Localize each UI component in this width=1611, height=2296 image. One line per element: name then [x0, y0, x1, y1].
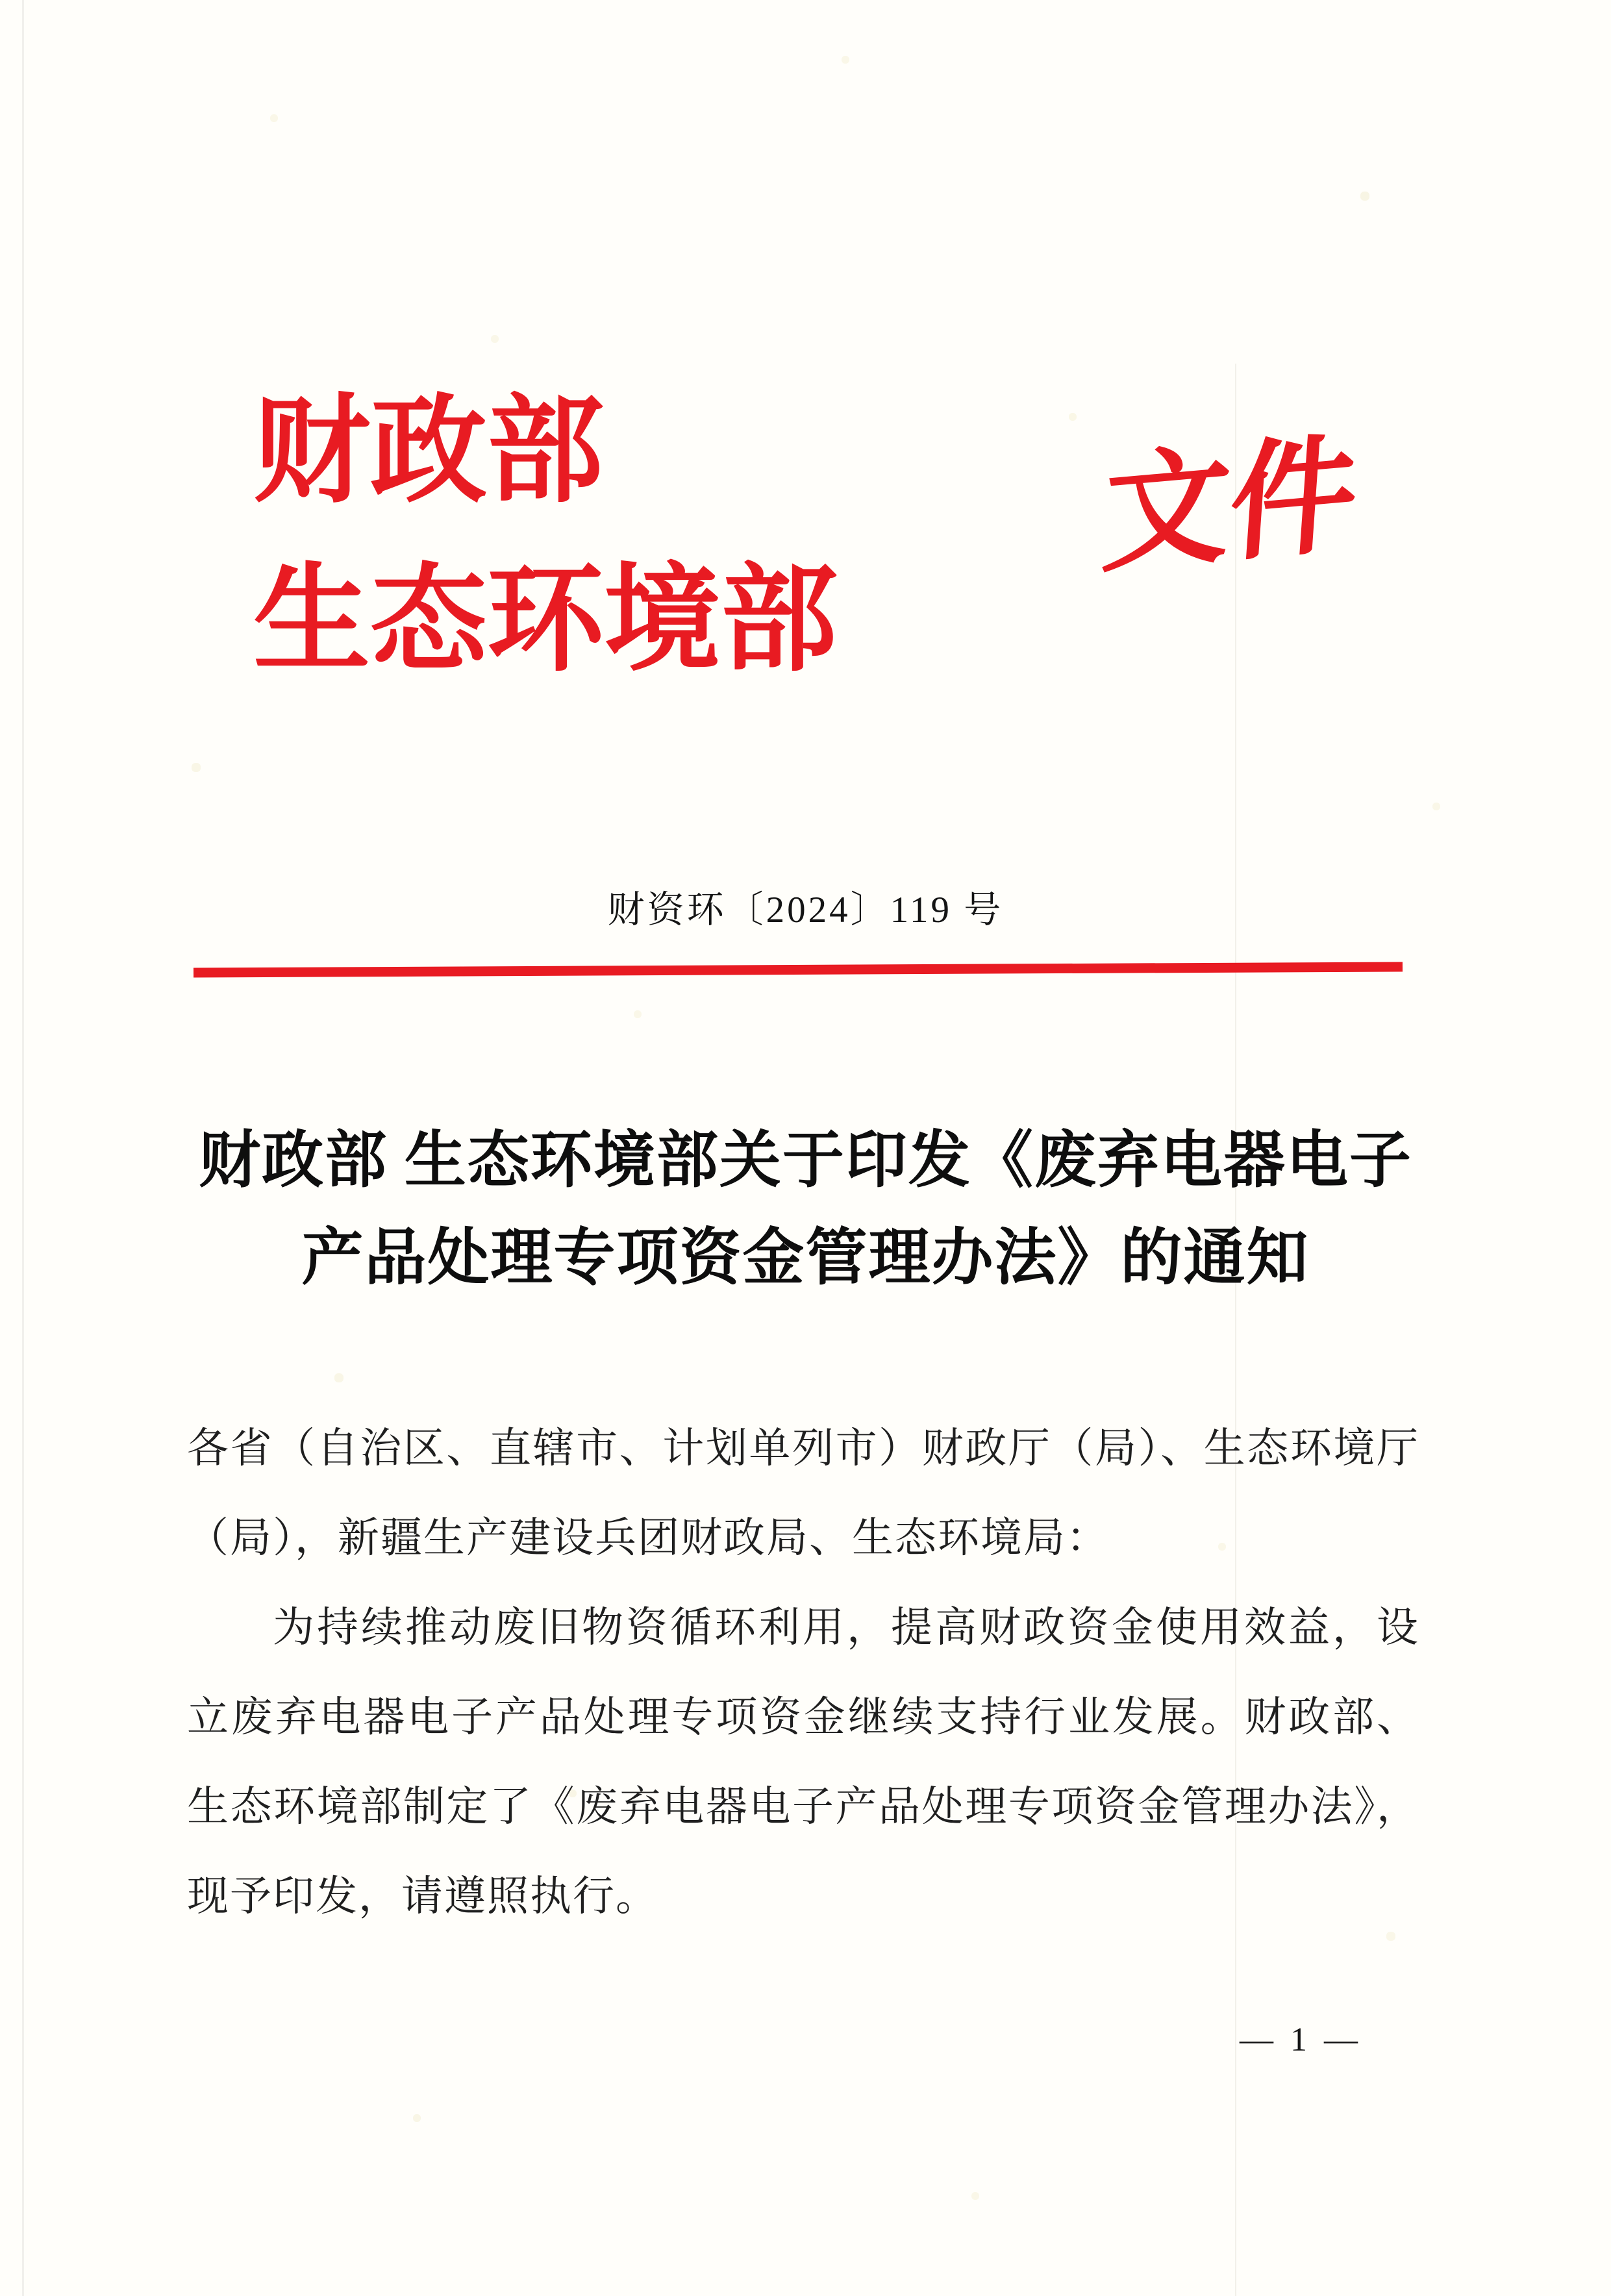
document-body: [187, 1404, 1419, 1941]
salutation-line: （局），新疆生产建设兵团财政局、生态环境局：: [187, 1515, 1109, 1561]
letterhead: [253, 387, 1069, 685]
paragraph-line: 立废弃电器电子产品处理专项资金继续支持行业发展。财政部、: [187, 1694, 1419, 1740]
paragraph-line: 为持续推动废旧物资循环利用，提高财政资金使用效益，设: [273, 1604, 1419, 1651]
document-title-line1: 财政部 生态环境部关于印发《废弃电器电子: [199, 1126, 1412, 1195]
paragraph-line: 生态环境部制定了《废弃电器电子产品处理专项资金管理办法》，: [187, 1784, 1419, 1830]
page-number-value: 1: [1290, 2021, 1307, 2058]
issuing-agency-line1: 财政部: [253, 387, 605, 516]
page-number-left-dash: —: [1240, 2021, 1273, 2058]
document-type-wenjian: 文件: [1098, 423, 1362, 589]
document-title: [0, 1112, 1611, 1306]
red-divider-rule: [194, 962, 1403, 977]
salutation-line: 各省（自治区、直辖市、计划单列市）财政厅（局）、生态环境厅: [187, 1425, 1419, 1471]
page-number-right-dash: —: [1324, 2021, 1358, 2058]
page-number: [1201, 2021, 1396, 2059]
scan-artifact-line-right: [1235, 364, 1236, 2296]
scan-speckles: [0, 0, 3, 3]
paragraph-line: 现予印发，请遵照执行。: [187, 1873, 658, 1919]
document-reference-number: 财资环〔2024〕119 号: [607, 890, 1004, 930]
document-title-line2: 产品处理专项资金管理办法》的通知: [301, 1223, 1310, 1292]
issuing-agency-line2: 生态环境部: [253, 556, 838, 685]
